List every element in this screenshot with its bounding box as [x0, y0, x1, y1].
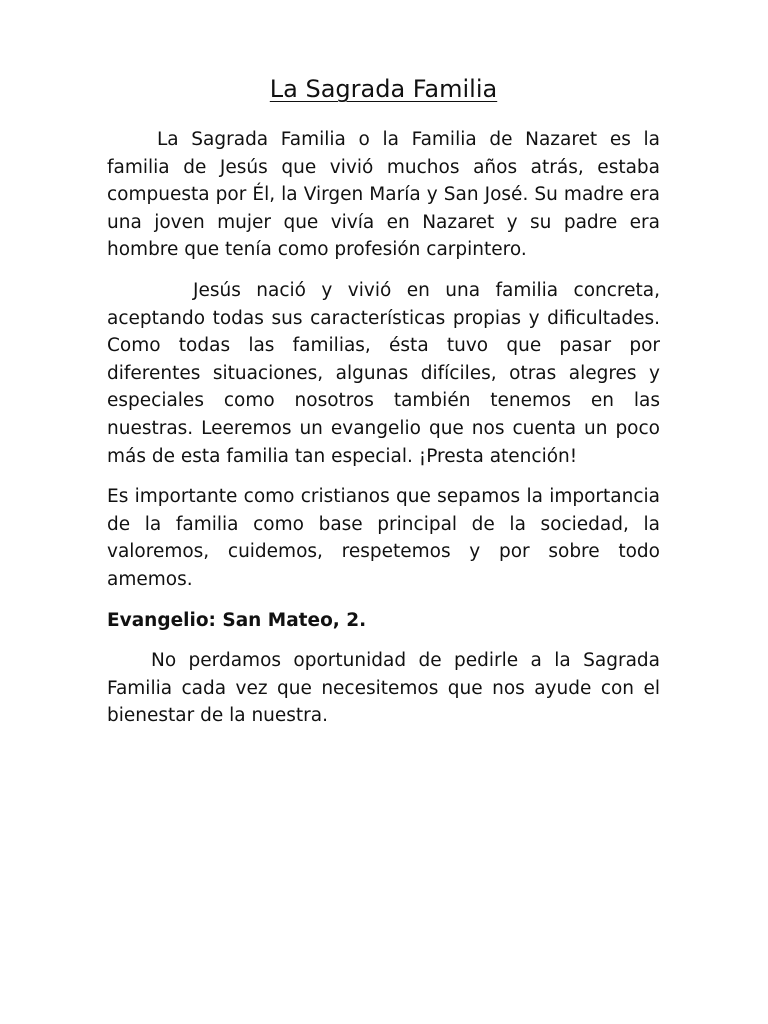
- paragraph-closing: No perdamos oportunidad de pedirle a la Sagrada Familia cada vez que necesitemos que nos ayude con el bienestar de la nuestra.: [107, 650, 660, 727]
- gospel-heading: Evangelio: San Mateo, 2.: [107, 609, 367, 631]
- document-title: La Sagrada Familia: [269, 75, 498, 103]
- paragraph-jesus-family: Jesús nació y vivió en una familia concreta, aceptando todas sus características propias y dificultades. Como todas las familias, ésta tuvo que pasar por diferentes situaciones, algunas difíciles, otras alegres y especiales como nosotros también tenemos en las nuestras. Leeremos un evangelio que nos cuenta un poco más de esta familia tan especial. ¡Presta atención!: [107, 279, 660, 467]
- document-page: [107, 72, 660, 743]
- paragraph-intro: La Sagrada Familia o la Familia de Nazaret es la familia de Jesús que vivió muchos años atrás, estaba compuesta por Él, la Virgen María y San José. Su madre era una joven mujer que vivía en Nazaret y su padre era hombre que tenía como profesión carpintero.: [107, 129, 660, 261]
- paragraph-importance: Es importante como cristianos que sepamos la importancia de la familia como base principal de la sociedad, la valoremos, cuidemos, respetemos y por sobre todo amemos.: [107, 486, 660, 590]
